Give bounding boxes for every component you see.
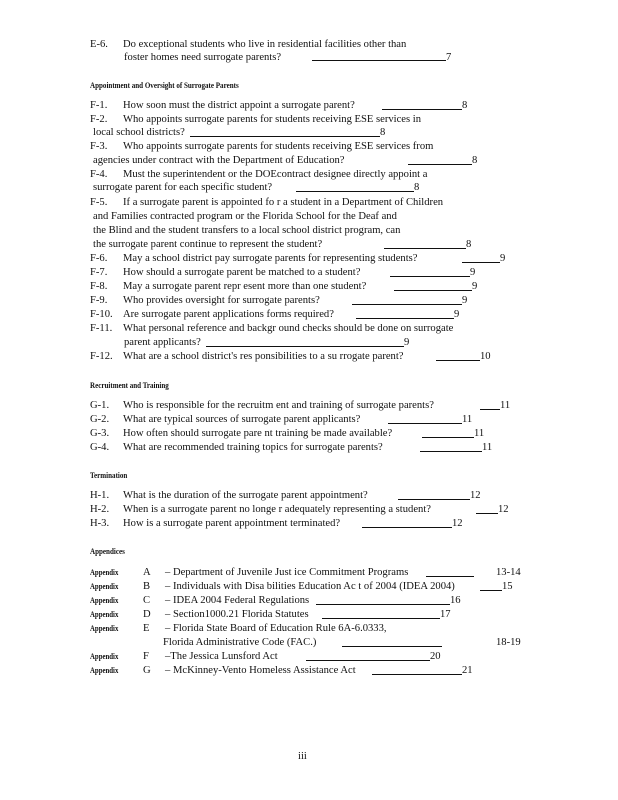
leader-line [352,304,462,305]
entry-code: F-9. [90,295,108,306]
entry-code: F-6. [90,253,108,264]
appendix-title: – Individuals with Disa bilities Education Ac t of 2004 (IDEA 2004) [165,581,455,592]
entry-text-cont: local school districts? [93,127,185,138]
appendix-letter: C [143,595,151,606]
entry-page: 12 [498,504,509,515]
entry-code: F-3. [90,141,108,152]
leader-line [356,318,454,319]
entry-code: H-1. [90,490,110,501]
appendix-title: – McKinney-Vento Homeless Assistance Act [165,665,356,676]
toc-entry-f5-cont [90,210,530,223]
leader-line [480,590,502,591]
entry-page: 10 [480,351,491,362]
leader-line [384,248,466,249]
entry-text-cont: surrogate parent for each specific student? [93,182,273,193]
leader-line [372,674,462,675]
leader-line [316,604,450,605]
entry-page: 9 [470,267,476,278]
toc-entry-f6 [90,252,530,265]
entry-page: 8 [414,182,420,193]
entry-page: 8 [380,127,386,138]
leader-line [480,409,500,410]
entry-page: 9 [462,295,468,306]
entry-text-cont: the Blind and the student transfers to a local school district program, can [93,225,401,236]
leader-line [390,276,470,277]
entry-text: How soon must the district appoint a surrogate parent? [123,100,355,111]
entry-page: 11 [474,428,485,439]
toc-entry-f4 [90,168,530,181]
entry-text: Who provides oversight for surrogate parents? [123,295,320,306]
entry-code: H-2. [90,504,110,515]
entry-text: Must the superintendent or the DOEcontract designee directly appoint a [123,169,428,180]
toc-entry-g4 [90,441,530,454]
entry-code: F-10. [90,309,113,320]
leader-line [426,576,474,577]
leader-line [312,60,446,61]
entry-text-cont: foster homes need surrogate parents? [124,52,282,63]
toc-entry-f3 [90,140,530,153]
entry-code: F-7. [90,267,108,278]
toc-entry-f4-cont [90,181,530,194]
entry-code: F-8. [90,281,108,292]
leader-line [394,290,472,291]
toc-entry-h3 [90,517,530,530]
appendix-letter: E [143,623,150,634]
entry-text-cont: the surrogate parent continue to represent the student? [93,239,323,250]
toc-entry-f2 [90,113,530,126]
entry-code: F-12. [90,351,113,362]
leader-line [422,437,474,438]
leader-line [436,360,480,361]
leader-line [462,262,500,263]
appendix-label: Appendix [90,582,119,591]
page-number: iii [298,751,307,762]
entry-page: 12 [452,518,463,529]
toc-entry-f8 [90,280,530,293]
entry-text: Who appoints surrogate parents for students receiving ESE services from [123,141,434,152]
appendix-page: 16 [450,595,461,606]
entry-page: 11 [462,414,473,425]
appendix-page: 17 [440,609,451,620]
entry-page: 9 [500,253,506,264]
appendix-title: –The Jessica Lunsford Act [165,651,278,662]
entry-text: If a surrogate parent is appointed fo r a student in a Department of Children [123,197,444,208]
entry-code: G-4. [90,442,110,453]
section-heading-appendices: Appendices [90,546,125,556]
entry-page: 8 [472,155,478,166]
appendix-letter: F [143,651,149,662]
appendix-page: 20 [430,651,441,662]
entry-text: What are typical sources of surrogate parent applicants? [123,414,361,425]
leader-line [206,346,404,347]
toc-entry-h2 [90,503,530,516]
entry-text-cont: parent applicants? [124,337,201,348]
toc-entry-g3 [90,427,530,440]
entry-page: 8 [462,100,468,111]
entry-page: 9 [454,309,460,320]
leader-line [476,513,498,514]
toc-entry-f3-cont [90,154,530,167]
entry-text: What personal reference and backgr ound checks should be done on surrogate [123,323,454,334]
leader-line [322,618,440,619]
appendix-letter: A [143,567,151,578]
section-heading-h: Termination [90,470,128,480]
entry-text: What are a school district's res ponsibilities to a su rrogate parent? [123,351,404,362]
appendix-label: Appendix [90,666,119,675]
toc-entry-e6 [90,38,530,51]
appendix-title: – IDEA 2004 Federal Regulations [165,595,310,606]
entry-text: What is the duration of the surrogate parent appointment? [123,490,368,501]
entry-text: How is a surrogate parent appointment terminated? [123,518,341,529]
toc-entry-f5-cont3 [90,238,530,251]
toc-entry-f5 [90,196,530,209]
leader-line [382,109,462,110]
entry-page: 7 [446,52,452,63]
entry-text: Who appoints surrogate parents for students receiving ESE services in [123,114,422,125]
appendix-page: 13-14 [496,567,521,578]
appendix-title: – Florida State Board of Education Rule 6A-6.0333, [165,623,387,634]
toc-entry-f2-cont [90,126,530,139]
entry-text: May a school district pay surrogate parents for representing students? [123,253,418,264]
appendix-title: – Department of Juvenile Just ice Commitment Programs [165,567,409,578]
entry-code: F-11. [90,323,113,334]
entry-code: F-1. [90,100,108,111]
entry-text: May a surrogate parent repr esent more than one student? [123,281,367,292]
entry-code: H-3. [90,518,110,529]
section-heading-f: Appointment and Oversight of Surrogate Parents [90,80,239,90]
entry-code: G-1. [90,400,110,411]
leader-line [306,660,430,661]
toc-entry-f5-cont2 [90,224,530,237]
toc-entry-f11 [90,322,530,335]
leader-line [296,191,414,192]
appendix-page: 21 [462,665,473,676]
appendix-page: 18-19 [496,637,521,648]
appendix-letter: B [143,581,151,592]
toc-entry-e6-cont [90,51,530,64]
appendix-title: – Section1000.21 Florida Statutes [165,609,309,620]
appendix-page: 15 [502,581,513,592]
appendix-label: Appendix [90,624,119,633]
entry-page: 11 [500,400,511,411]
toc-entry-h1 [90,489,530,502]
appendix-letter: G [143,665,151,676]
entry-text: When is a surrogate parent no longe r adequately representing a student? [123,504,431,515]
entry-page: 9 [404,337,410,348]
entry-code: G-2. [90,414,110,425]
entry-code: E-6. [90,39,108,50]
entry-code: F-5. [90,197,108,208]
entry-page: 11 [482,442,493,453]
leader-line [362,527,452,528]
appendix-letter: D [143,609,151,620]
appendix-label: Appendix [90,568,119,577]
entry-text: What are recommended training topics for surrogate parents? [123,442,383,453]
entry-text: How often should surrogate pare nt training be made available? [123,428,393,439]
entry-text: Are surrogate parent applications forms required? [123,309,334,320]
entry-code: G-3. [90,428,110,439]
leader-line [190,136,380,137]
appendix-label: Appendix [90,596,119,605]
entry-code: F-4. [90,169,108,180]
section-heading-g: Recruitment and Training [90,380,169,390]
leader-line [408,164,472,165]
entry-page: 12 [470,490,481,501]
leader-line [420,451,482,452]
entry-text-cont: and Families contracted program or the Florida School for the Deaf and [93,211,397,222]
toc-entry-g1 [90,399,530,412]
entry-page: 9 [472,281,478,292]
entry-text: How should a surrogate parent be matched to a student? [123,267,361,278]
appendix-title-cont: Florida Administrative Code (FAC.) [163,637,317,648]
leader-line [398,499,470,500]
appendix-label: Appendix [90,652,119,661]
toc-entry-f7 [90,266,530,279]
appendix-label: Appendix [90,610,119,619]
toc-entry-f12 [90,350,530,363]
entry-page: 8 [466,239,472,250]
entry-text-cont: agencies under contract with the Department of Education? [93,155,345,166]
leader-line [342,646,442,647]
leader-line [388,423,462,424]
entry-text: Who is responsible for the recruitm ent and training of surrogate parents? [123,400,434,411]
toc-entry-f10 [90,308,530,321]
toc-entry-f11-cont [90,336,530,349]
entry-text: Do exceptional students who live in residential facilities other than [123,39,407,50]
entry-code: F-2. [90,114,108,125]
